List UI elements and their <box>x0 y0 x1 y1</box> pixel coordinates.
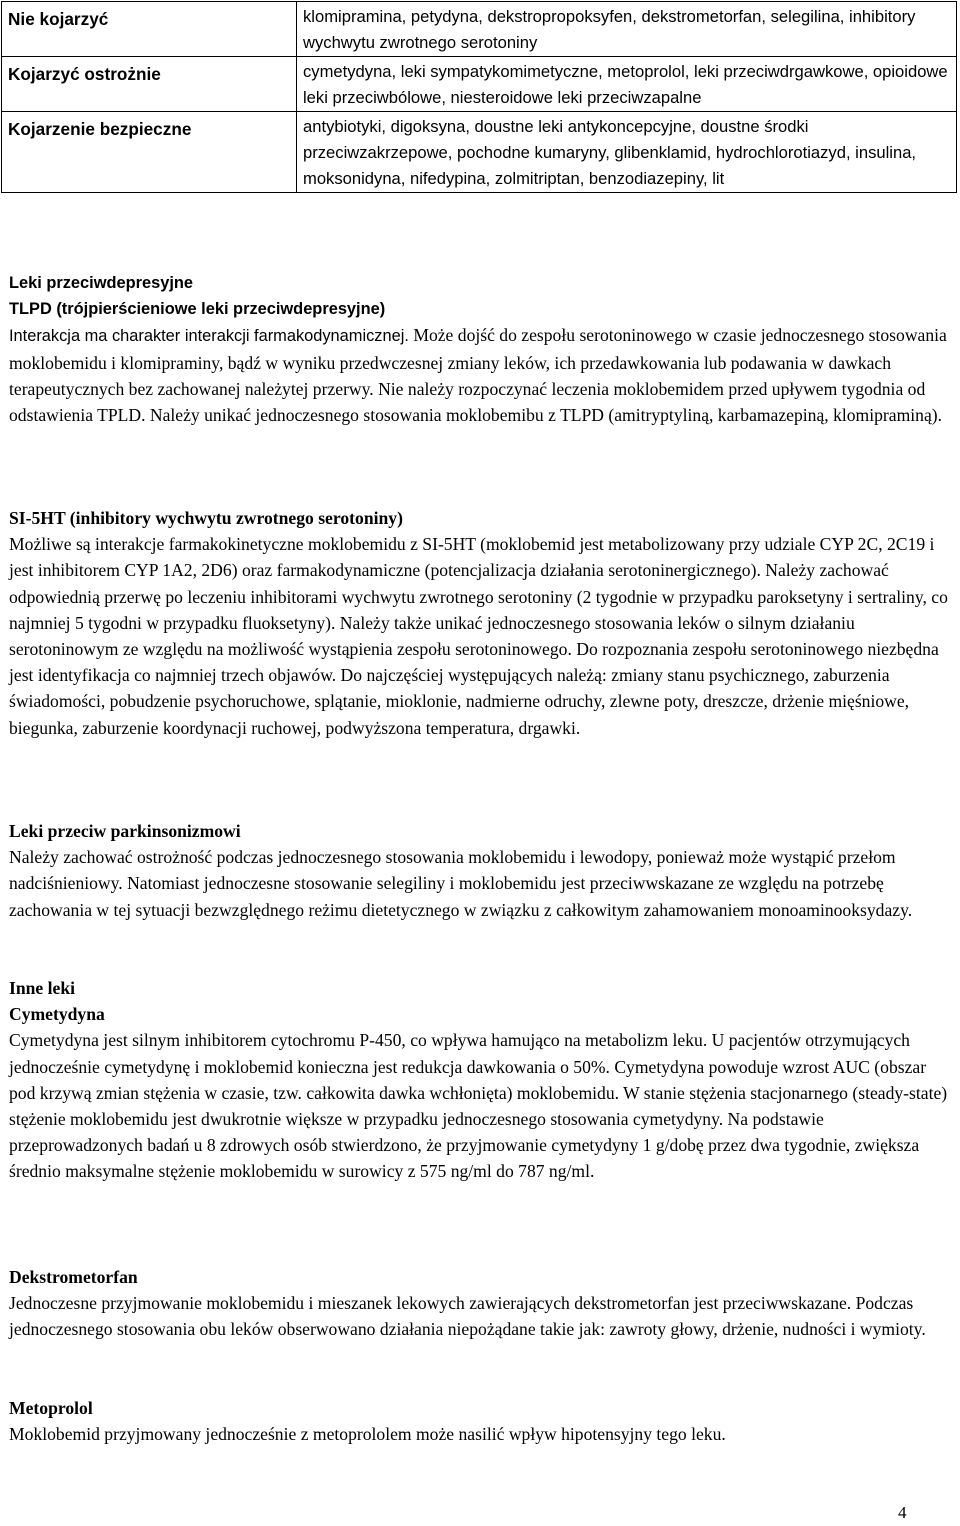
section-heading: Leki przeciw parkinsonizmowi <box>9 821 241 841</box>
section-heading: Leki przeciwdepresyjne <box>9 274 194 292</box>
section-body: Moklobemid przyjmowany jednocześnie z metoprololem może nasilić wpływ hipotensyjny tego leku. <box>9 1424 726 1445</box>
section-dextromethorphan <box>9 1264 951 1343</box>
row-value: antybiotyki, digoksyna, doustne leki antykoncepcyjne, doustne środki przeciwzakrzepowe, pochodne kumaryny, glibenklamid, hydrochlorotiazyd, insulina, moksonidyna, nifedypina, zolmitriptan, benzodiazepiny, lit <box>297 112 957 193</box>
section-subheading: Cymetydyna <box>9 1004 105 1025</box>
table-row <box>2 57 957 112</box>
section-body: Może dojść do zespołu serotoninowego w czasie jednoczesnego stosowania moklobemidu i klomipraminy, bądź w wyniku przedwczesnej zmiany leków, ich przedawkowania lub podawania w dawkach terapeutycznych bez zachowanej należytej przerwy. Nie należy rozpoczynać leczenia moklobemidem przed upływem tygodnia od odstawienia TPLD. Należy unikać jednoczesnego stosowania moklobemibu z TLPD (amitryptyliną, karbamazepiną, klomipraminą). <box>9 325 947 426</box>
section-ssri <box>9 505 951 741</box>
row-label: Kojarzyć ostrożnie <box>2 57 297 112</box>
table-row <box>2 2 957 57</box>
section-intro: Interakcja ma charakter interakcji farmakodynamicznej. <box>9 327 409 346</box>
section-parkinson <box>9 818 951 923</box>
section-heading: Dekstrometorfan <box>9 1267 138 1287</box>
row-label: Kojarzenie bezpieczne <box>2 112 297 193</box>
section-body: Należy zachować ostrożność podczas jednoczesnego stosowania moklobemidu i lewodopy, ponieważ może wystąpić przełom nadciśnieniowy. Natomiast jednoczesne stosowanie selegiliny i moklobemidu jest przeciwwskazane ze względu na potrzebę zachowania w tej sytuacji bezwzględnego reżimu dietetycznego w związku z całkowitym zahamowaniem monoaminooksydazy. <box>9 847 913 920</box>
row-value: klomipramina, petydyna, dekstropropoksyfen, dekstrometorfan, selegilina, inhibitory wychwytu zwrotnego serotoniny <box>297 2 957 57</box>
interaction-table <box>1 1 957 193</box>
section-body: Możliwe są interakcje farmakokinetyczne moklobemidu z SI-5HT (moklobemid jest metabolizowany przy udziale CYP 2C, 2C19 i jest inhibitorem CYP 1A2, 2D6) oraz farmakodynamiczne (potencjalizacja działania serotoninergicznego). Należy zachować odpowiednią przerwę po leczeniu inhibitorami wychwytu zwrotnego serotoniny (2 tygodnie w przypadku paroksetyny i sertraliny, co najmniej 5 tygodni w przypadku fluoksetyny). Należy także unikać jednoczesnego stosowania leków o silnym działaniu serotoninowym ze względu na możliwość wystąpienia zespołu serotoninowego. Do rozpoznania zespołu serotoninowego niezbędna jest identyfikacja co najmniej trzech objawów. Do najczęściej występujących należą: zmiany stanu psychicznego, zaburzenia świadomości, pobudzenie psychoruchowe, splątanie, mioklonie, nadmierne odruchy, zlewne poty, dreszcze, drżenie mięśniowe, biegunka, zaburzenie koordynacji ruchowej, podwyższona temperatura, drgawki. <box>9 534 948 738</box>
page-number: 4 <box>898 1503 907 1522</box>
section-metoprolol <box>9 1395 951 1447</box>
section-other <box>9 975 951 1185</box>
row-label: Nie kojarzyć <box>2 2 297 57</box>
section-heading: Inne leki <box>9 978 75 998</box>
section-subheading: TLPD (trójpierścieniowe leki przeciwdepresyjne) <box>9 300 386 319</box>
section-body: Cymetydyna jest silnym inhibitorem cytochromu P-450, co wpływa hamująco na metabolizm leku. U pacjentów otrzymujących jednocześnie cymetydynę i moklobemid konieczna jest redukcja dawkowania o 50%. Cymetydyna powoduje wzrost AUC (obszar pod krzywą zmian stężenia w czasie, tzw. całkowita dawka wchłonięta) moklobemidu. W stanie stężenia stacjonarnego (steady-state) stężenie moklobemidu jest dwukrotnie większe w przypadku jednoczesnego stosowania cymetydyny. Na podstawie przeprowadzonych badań u 8 zdrowych osób stwierdzono, że przyjmowanie cymetydyny 1 g/dobę przez dwa tygodnie, zwiększa średnio maksymalne stężenie moklobemidu w surowicy z 575 ng/ml do 787 ng/ml. <box>9 1030 948 1182</box>
section-body: Jednoczesne przyjmowanie moklobemidu i mieszanek lekowych zawierających dekstrometorfan jest przeciwwskazane. Podczas jednoczesnego stosowania obu leków obserwowano działania niepożądane takie jak: zawroty głowy, drżenie, nudności i wymioty. <box>9 1293 926 1340</box>
section-antidepressants <box>9 270 951 428</box>
section-heading: SI-5HT (inhibitory wychwytu zwrotnego serotoniny) <box>9 508 403 528</box>
section-heading: Metoprolol <box>9 1398 93 1418</box>
row-value: cymetydyna, leki sympatykomimetyczne, metoprolol, leki przeciwdrgawkowe, opioidowe leki przeciwbólowe, niesteroidowe leki przeciwzapalne <box>297 57 957 112</box>
table-row <box>2 112 957 193</box>
